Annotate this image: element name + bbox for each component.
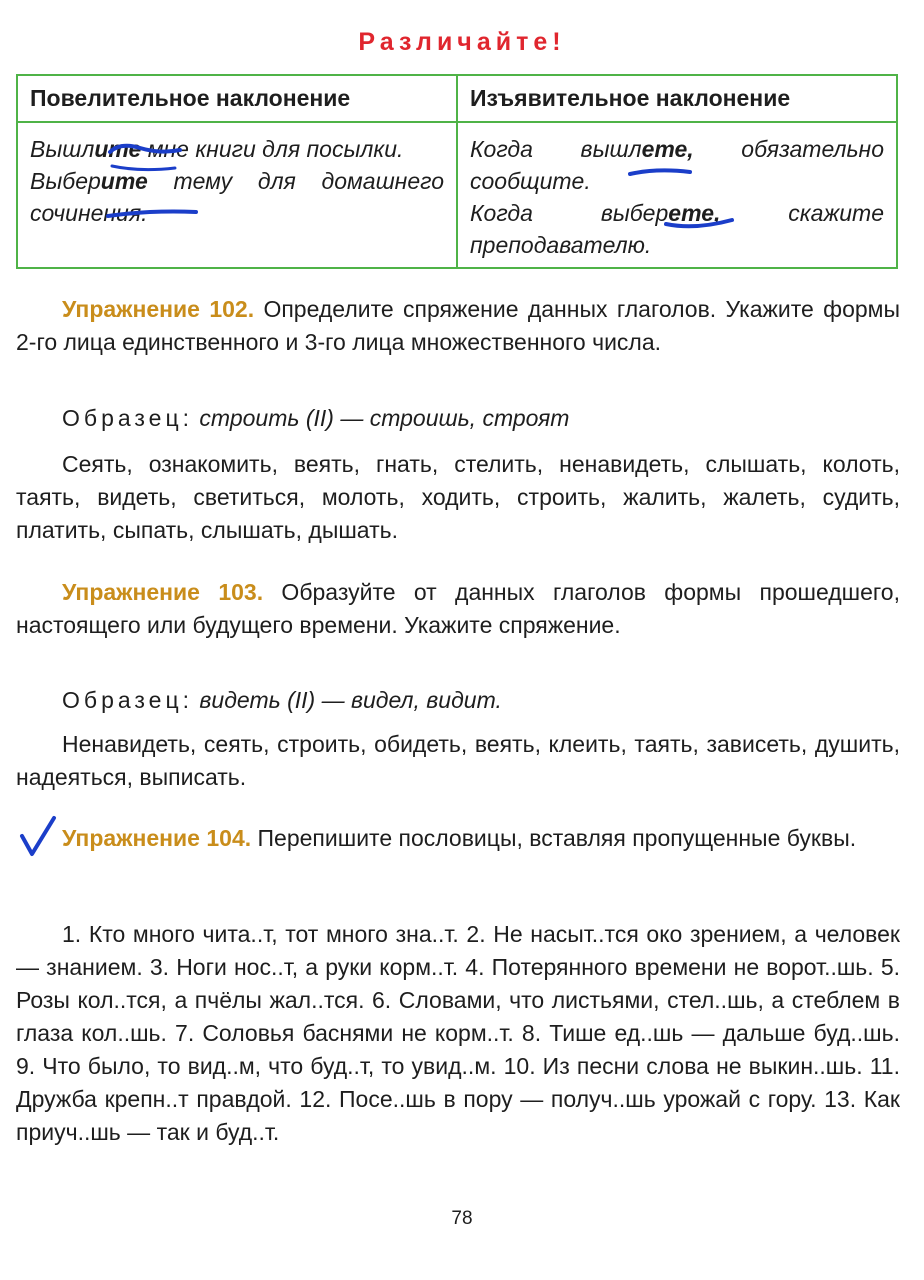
imperative-example-1: Вышлите мне книги для посылки. [30, 136, 404, 162]
exercise-102-sample: Образец: строить (II) — строишь, строят [62, 405, 570, 431]
header-indicative: Изъявительное наклонение [457, 75, 897, 122]
imperative-cell [17, 122, 457, 268]
page-title: Различайте! [358, 28, 566, 56]
imperative-example-2: Выберите тему для домашнего сочинения. [30, 168, 444, 226]
exercise-103-task: Упражнение 103. Образуйте от данных глаголов формы прошедшего, настоящего или будущего времени. Укажите спряжение. [16, 579, 900, 638]
exercise-103-words: Ненавидеть, сеять, строить, обидеть, веять, клеить, таять, зависеть, душить, надеяться, выписать. [16, 731, 900, 790]
indicative-cell [457, 122, 897, 268]
exercise-102-task: Упражнение 102. Определите спряжение данных глаголов. Укажите формы 2-го лица единственного и 3-го лица множественного числа. [16, 296, 900, 355]
exercise-102-label: Упражнение 102. [62, 296, 255, 322]
ink-underline [100, 198, 210, 228]
exercise-103-label: Упражнение 103. [62, 579, 264, 605]
indicative-example-2: Когда выберете, скажите преподавателю. [470, 200, 885, 258]
page-number: 78 [451, 1208, 473, 1229]
exercise-104-task: Упражнение 104. Перепишите пословицы, вставляя пропущенные буквы. [62, 825, 857, 851]
exercise-104-label: Упражнение 104. [62, 825, 252, 851]
header-imperative: Повелительное наклонение [17, 75, 457, 122]
ink-underline [622, 160, 702, 190]
indicative-example-1: Когда вышлете, обязательно сообщите. [470, 136, 884, 194]
exercise-102-words: Сеять, ознакомить, веять, гнать, стелить, ненавидеть, слышать, колоть, таять, видеть, светиться, молоть, ходить, строить, жалить, жалеть, судить, платить, сыпать, слышать, дышать. [16, 451, 900, 543]
exercise-103-sample: Образец: видеть (II) — видел, видит. [62, 687, 502, 713]
exercise-104-proverbs: 1. Кто много чита..т, тот много зна..т. 2. Не насыт..тся око зрением, а человек — знанием. 3. Ноги нос..т, а руки корм..т. 4. Потерянного времени не ворот..шь. 5. Розы кол..тся, а пчёлы жал..тся. 6. Словами, что листьями, стел..шь, а стеблем в глаза кол..шь. 7. Соловья баснями не корм..т. 8. Тише ед..шь — дальше буд..шь. 9. Что было, то вид..м, что буд..т, то увид..м. 10. Из песни слова не выкин..шь. 11. Дружба крепн..т правдой. 12. Посе..шь в пору — получ..шь урожай с гору. 13. Как приуч..шь — так и буд..т. [16, 921, 900, 1145]
ink-underline [660, 212, 740, 242]
ink-arc-underline [100, 138, 190, 178]
